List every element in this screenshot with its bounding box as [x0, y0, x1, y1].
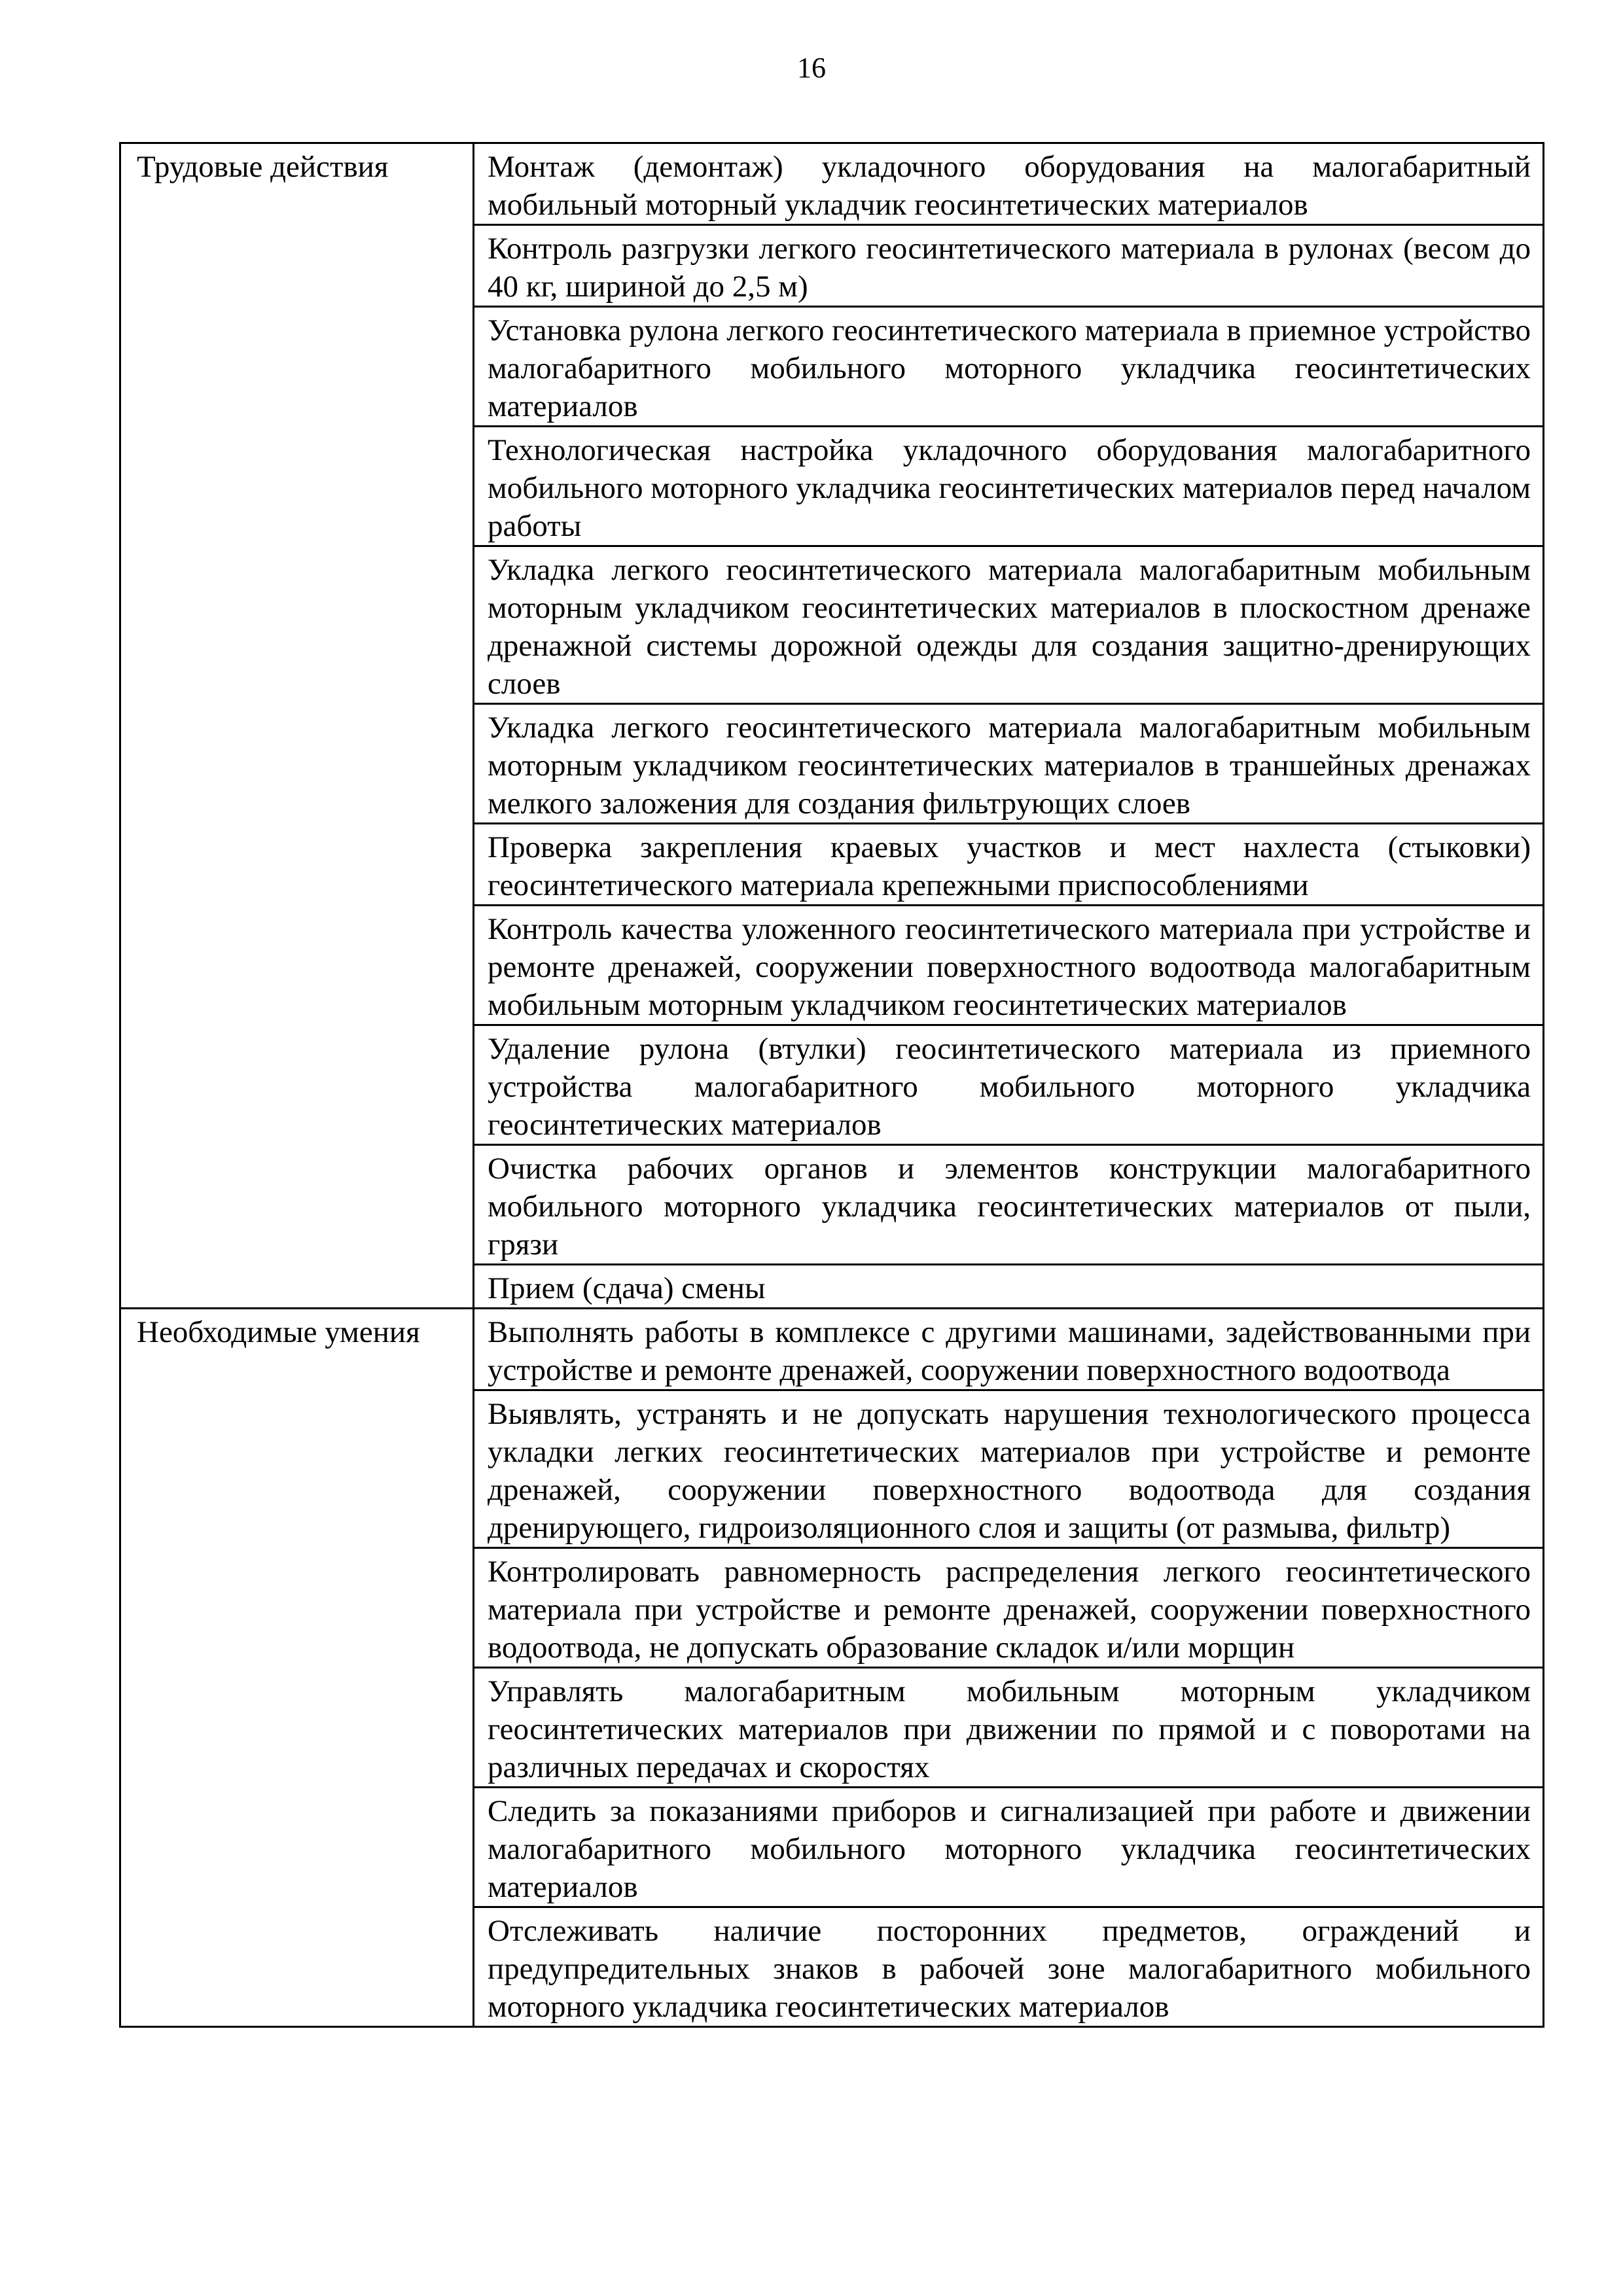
section-label: Трудовые действия: [120, 143, 474, 1309]
section-item: Прием (сдача) смены: [474, 1265, 1544, 1309]
section-item: Контроль разгрузки легкого геосинтетического материала в рулонах (весом до 40 кг, шириной до 2,5 м): [474, 225, 1544, 307]
page-number: 16: [797, 52, 826, 84]
section-item: Выполнять работы в комплексе с другими машинами, задействованными при устройстве и ремонте дренажей, сооружении поверхностного водоотвода: [474, 1309, 1544, 1390]
section-item: Укладка легкого геосинтетического материала малогабаритным мобильным моторным укладчиком геосинтетических материалов в траншейных дренажах мелкого заложения для создания фильтрующих слоев: [474, 704, 1544, 824]
requirements-table: [119, 142, 1544, 2028]
section-item: Установка рулона легкого геосинтетического материала в приемное устройство малогабаритного мобильного моторного укладчика геосинтетических материалов: [474, 307, 1544, 427]
section-item: Укладка легкого геосинтетического материала малогабаритным мобильным моторным укладчиком геосинтетических материалов в плоскостном дренаже дренажной системы дорожной одежды для создания защитно-дренирующих слоев: [474, 546, 1544, 704]
section-item: Контролировать равномерность распределения легкого геосинтетического материала при устройстве и ремонте дренажей, сооружении поверхностного водоотвода, не допускать образование складок и/или морщин: [474, 1548, 1544, 1668]
section-item: Выявлять, устранять и не допускать нарушения технологического процесса укладки легких геосинтетических материалов при устройстве и ремонте дренажей, сооружении поверхностного водоотвода для создания дренирующего, гидроизоляционного слоя и защиты (от размыва, фильтр): [474, 1390, 1544, 1548]
section-item: Монтаж (демонтаж) укладочного оборудования на малогабаритный мобильный моторный укладчик геосинтетических материалов: [474, 143, 1544, 225]
table-row: [120, 1309, 1544, 1390]
table-body: [120, 143, 1544, 2027]
section-item: Следить за показаниями приборов и сигнализацией при работе и движении малогабаритного мобильного моторного укладчика геосинтетических материалов: [474, 1788, 1544, 1907]
section-item: Контроль качества уложенного геосинтетического материала при устройстве и ремонте дренажей, сооружении поверхностного водоотвода малогабаритным мобильным моторным укладчиком геосинтетических материалов: [474, 906, 1544, 1025]
table-row: [120, 143, 1544, 225]
section-label: Необходимые умения: [120, 1309, 474, 2027]
section-item: Отслеживать наличие посторонних предметов, ограждений и предупредительных знаков в рабочей зоне малогабаритного мобильного моторного укладчика геосинтетических материалов: [474, 1907, 1544, 2027]
section-item: Проверка закрепления краевых участков и мест нахлеста (стыковки) геосинтетического материала крепежными приспособлениями: [474, 824, 1544, 906]
section-item: Технологическая настройка укладочного оборудования малогабаритного мобильного моторного укладчика геосинтетических материалов перед началом работы: [474, 427, 1544, 546]
section-item: Очистка рабочих органов и элементов конструкции малогабаритного мобильного моторного укладчика геосинтетических материалов от пыли, грязи: [474, 1145, 1544, 1265]
section-item: Удаление рулона (втулки) геосинтетического материала из приемного устройства малогабаритного мобильного моторного укладчика геосинтетических материалов: [474, 1025, 1544, 1145]
section-item: Управлять малогабаритным мобильным моторным укладчиком геосинтетических материалов при движении по прямой и с поворотами на различных передачах и скоростях: [474, 1668, 1544, 1788]
